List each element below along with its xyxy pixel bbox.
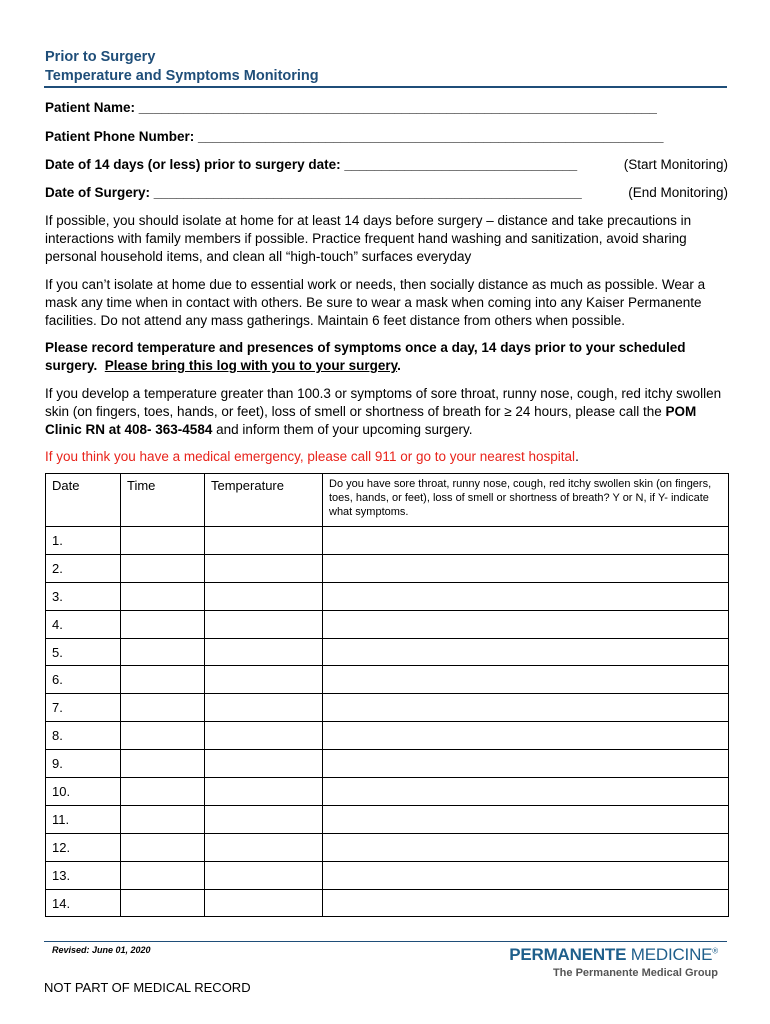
end-monitoring-note: (End Monitoring) — [628, 185, 728, 200]
row-temperature-cell[interactable] — [205, 889, 323, 917]
isolation-paragraph: If possible, you should isolate at home for at least 14 days before surgery – distance and take precautions in interactions with family members if possible. Practice frequent hand washing and sanitization, avoid sharing personal household items, and clean all “high-touch” surfaces everyday — [45, 213, 692, 264]
table-row — [46, 750, 729, 778]
row-symptoms-cell[interactable] — [323, 778, 729, 806]
monitoring-log-table — [45, 473, 729, 917]
record-instructions — [45, 339, 729, 375]
row-time-cell[interactable] — [121, 861, 205, 889]
row-time-cell[interactable] — [121, 694, 205, 722]
row-date-cell: 6. — [46, 666, 121, 694]
table-row — [46, 582, 729, 610]
patient-name-label: Patient Name: — [45, 100, 136, 115]
row-temperature-cell[interactable] — [205, 610, 323, 638]
start-date-field[interactable] — [45, 157, 728, 172]
row-time-cell[interactable] — [121, 805, 205, 833]
symptoms-text-end: and inform them of your upcoming surgery. — [212, 422, 473, 437]
row-symptoms-cell[interactable] — [323, 582, 729, 610]
table-row — [46, 610, 729, 638]
row-date-cell: 4. — [46, 610, 121, 638]
row-time-cell[interactable] — [121, 889, 205, 917]
row-temperature-cell[interactable] — [205, 833, 323, 861]
footer-divider — [44, 941, 727, 942]
header-temperature: Temperature — [205, 474, 323, 527]
title-line-1: Prior to Surgery — [45, 49, 156, 65]
start-date-blank[interactable]: _______________________________ — [344, 157, 578, 172]
patient-name-field[interactable] — [45, 100, 728, 115]
emergency-notice — [45, 448, 729, 466]
row-date-cell: 12. — [46, 833, 121, 861]
row-time-cell[interactable] — [121, 833, 205, 861]
form-title — [45, 48, 728, 86]
patient-phone-label: Patient Phone Number: — [45, 129, 195, 144]
table-row — [46, 778, 729, 806]
record-instructions-period: . — [397, 358, 401, 373]
row-time-cell[interactable] — [121, 554, 205, 582]
row-temperature-cell[interactable] — [205, 694, 323, 722]
row-symptoms-cell[interactable] — [323, 554, 729, 582]
row-temperature-cell[interactable] — [205, 778, 323, 806]
start-monitoring-note: (Start Monitoring) — [623, 157, 728, 172]
row-date-cell: 2. — [46, 554, 121, 582]
table-row — [46, 694, 729, 722]
not-medical-record-note: NOT PART OF MEDICAL RECORD — [44, 980, 251, 995]
row-temperature-cell[interactable] — [205, 582, 323, 610]
table-row — [46, 805, 729, 833]
patient-phone-field[interactable] — [45, 129, 728, 144]
row-time-cell[interactable] — [121, 666, 205, 694]
emergency-period: . — [575, 449, 579, 464]
row-date-cell: 13. — [46, 861, 121, 889]
emergency-text: If you think you have a medical emergency, please call 911 or go to your nearest hospital — [45, 449, 576, 464]
table-row — [46, 722, 729, 750]
row-time-cell[interactable] — [121, 610, 205, 638]
table-row — [46, 638, 729, 666]
record-instructions-text: Please record temperature and presences of symptoms once a day, 14 days prior to your scheduled surgery. — [45, 340, 686, 373]
header-time: Time — [121, 474, 205, 527]
row-date-cell: 1. — [46, 527, 121, 555]
row-symptoms-cell[interactable] — [323, 638, 729, 666]
row-time-cell[interactable] — [121, 750, 205, 778]
revised-date: Revised: June 01, 2020 — [52, 945, 151, 955]
title-line-2: Temperature and Symptoms Monitoring — [45, 68, 319, 84]
row-temperature-cell[interactable] — [205, 722, 323, 750]
row-symptoms-cell[interactable] — [323, 889, 729, 917]
row-date-cell: 7. — [46, 694, 121, 722]
patient-name-blank[interactable]: _____________________________________________________________________ — [138, 100, 657, 115]
row-time-cell[interactable] — [121, 778, 205, 806]
row-symptoms-cell[interactable] — [323, 610, 729, 638]
pom-clinic-phone: POM Clinic RN at 408- 363-4584 — [45, 404, 697, 437]
distancing-paragraph: If you can’t isolate at home due to essential work or needs, then socially distance as much as possible. Wear a mask any time when in contact with others. Be sure to wear a mask when coming into any Kaiser Permanente facilities. Do not attend any mass gatherings. Maintain 6 feet distance from others when possible. — [45, 277, 706, 328]
row-symptoms-cell[interactable] — [323, 861, 729, 889]
row-symptoms-cell[interactable] — [323, 750, 729, 778]
row-symptoms-cell[interactable] — [323, 666, 729, 694]
surgery-date-label: Date of Surgery: — [45, 185, 151, 200]
row-temperature-cell[interactable] — [205, 638, 323, 666]
table-row — [46, 861, 729, 889]
permanente-medicine-logo — [509, 945, 718, 979]
table-row — [46, 833, 729, 861]
surgery-date-field[interactable] — [45, 185, 728, 200]
row-symptoms-cell[interactable] — [323, 722, 729, 750]
row-temperature-cell[interactable] — [205, 861, 323, 889]
row-symptoms-cell[interactable] — [323, 694, 729, 722]
row-time-cell[interactable] — [121, 722, 205, 750]
row-temperature-cell[interactable] — [205, 554, 323, 582]
row-date-cell: 9. — [46, 750, 121, 778]
row-symptoms-cell[interactable] — [323, 805, 729, 833]
title-divider — [44, 86, 727, 88]
symptoms-text: If you develop a temperature greater than 100.3 or symptoms of sore throat, runny nose, cough, red itchy swollen skin (on fingers, toes, hands, or feet), loss of smell or shortness of breath for ≥ 24 hours, please call the — [45, 386, 722, 419]
row-time-cell[interactable] — [121, 527, 205, 555]
header-symptoms-question: Do you have sore throat, runny nose, cough, red itchy swollen skin (on fingers, toes, hands, or feet), loss of smell or shortness of breath? Y or N, if Y- indicate what symptoms. — [323, 474, 729, 527]
brand-light: MEDICINE — [626, 945, 713, 964]
row-symptoms-cell[interactable] — [323, 527, 729, 555]
row-time-cell[interactable] — [121, 638, 205, 666]
row-date-cell: 3. — [46, 582, 121, 610]
table-row — [46, 554, 729, 582]
brand-group-name: The Permanente Medical Group — [552, 967, 718, 979]
row-date-cell: 11. — [46, 805, 121, 833]
row-date-cell: 5. — [46, 638, 121, 666]
row-symptoms-cell[interactable] — [323, 833, 729, 861]
row-date-cell: 10. — [46, 778, 121, 806]
row-temperature-cell[interactable] — [205, 527, 323, 555]
row-temperature-cell[interactable] — [205, 805, 323, 833]
table-header-row — [46, 474, 729, 527]
brand-registered-mark: ® — [712, 946, 718, 956]
row-date-cell: 8. — [46, 722, 121, 750]
row-time-cell[interactable] — [121, 582, 205, 610]
header-date: Date — [46, 474, 121, 527]
bring-log-instruction: Please bring this log with you to your surgery — [104, 358, 398, 373]
symptoms-paragraph — [45, 385, 729, 439]
row-temperature-cell[interactable] — [205, 750, 323, 778]
row-date-cell: 14. — [46, 889, 121, 917]
brand-strong: PERMANENTE — [509, 945, 627, 964]
brand-wordmark — [509, 945, 718, 965]
surgery-date-blank[interactable]: _________________________________________________________ — [153, 185, 582, 200]
table-row — [46, 666, 729, 694]
start-date-label: Date of 14 days (or less) prior to surgery date: — [45, 157, 341, 172]
table-row — [46, 527, 729, 555]
patient-phone-blank[interactable]: ______________________________________________________________ — [198, 129, 664, 144]
table-row — [46, 889, 729, 917]
row-temperature-cell[interactable] — [205, 666, 323, 694]
